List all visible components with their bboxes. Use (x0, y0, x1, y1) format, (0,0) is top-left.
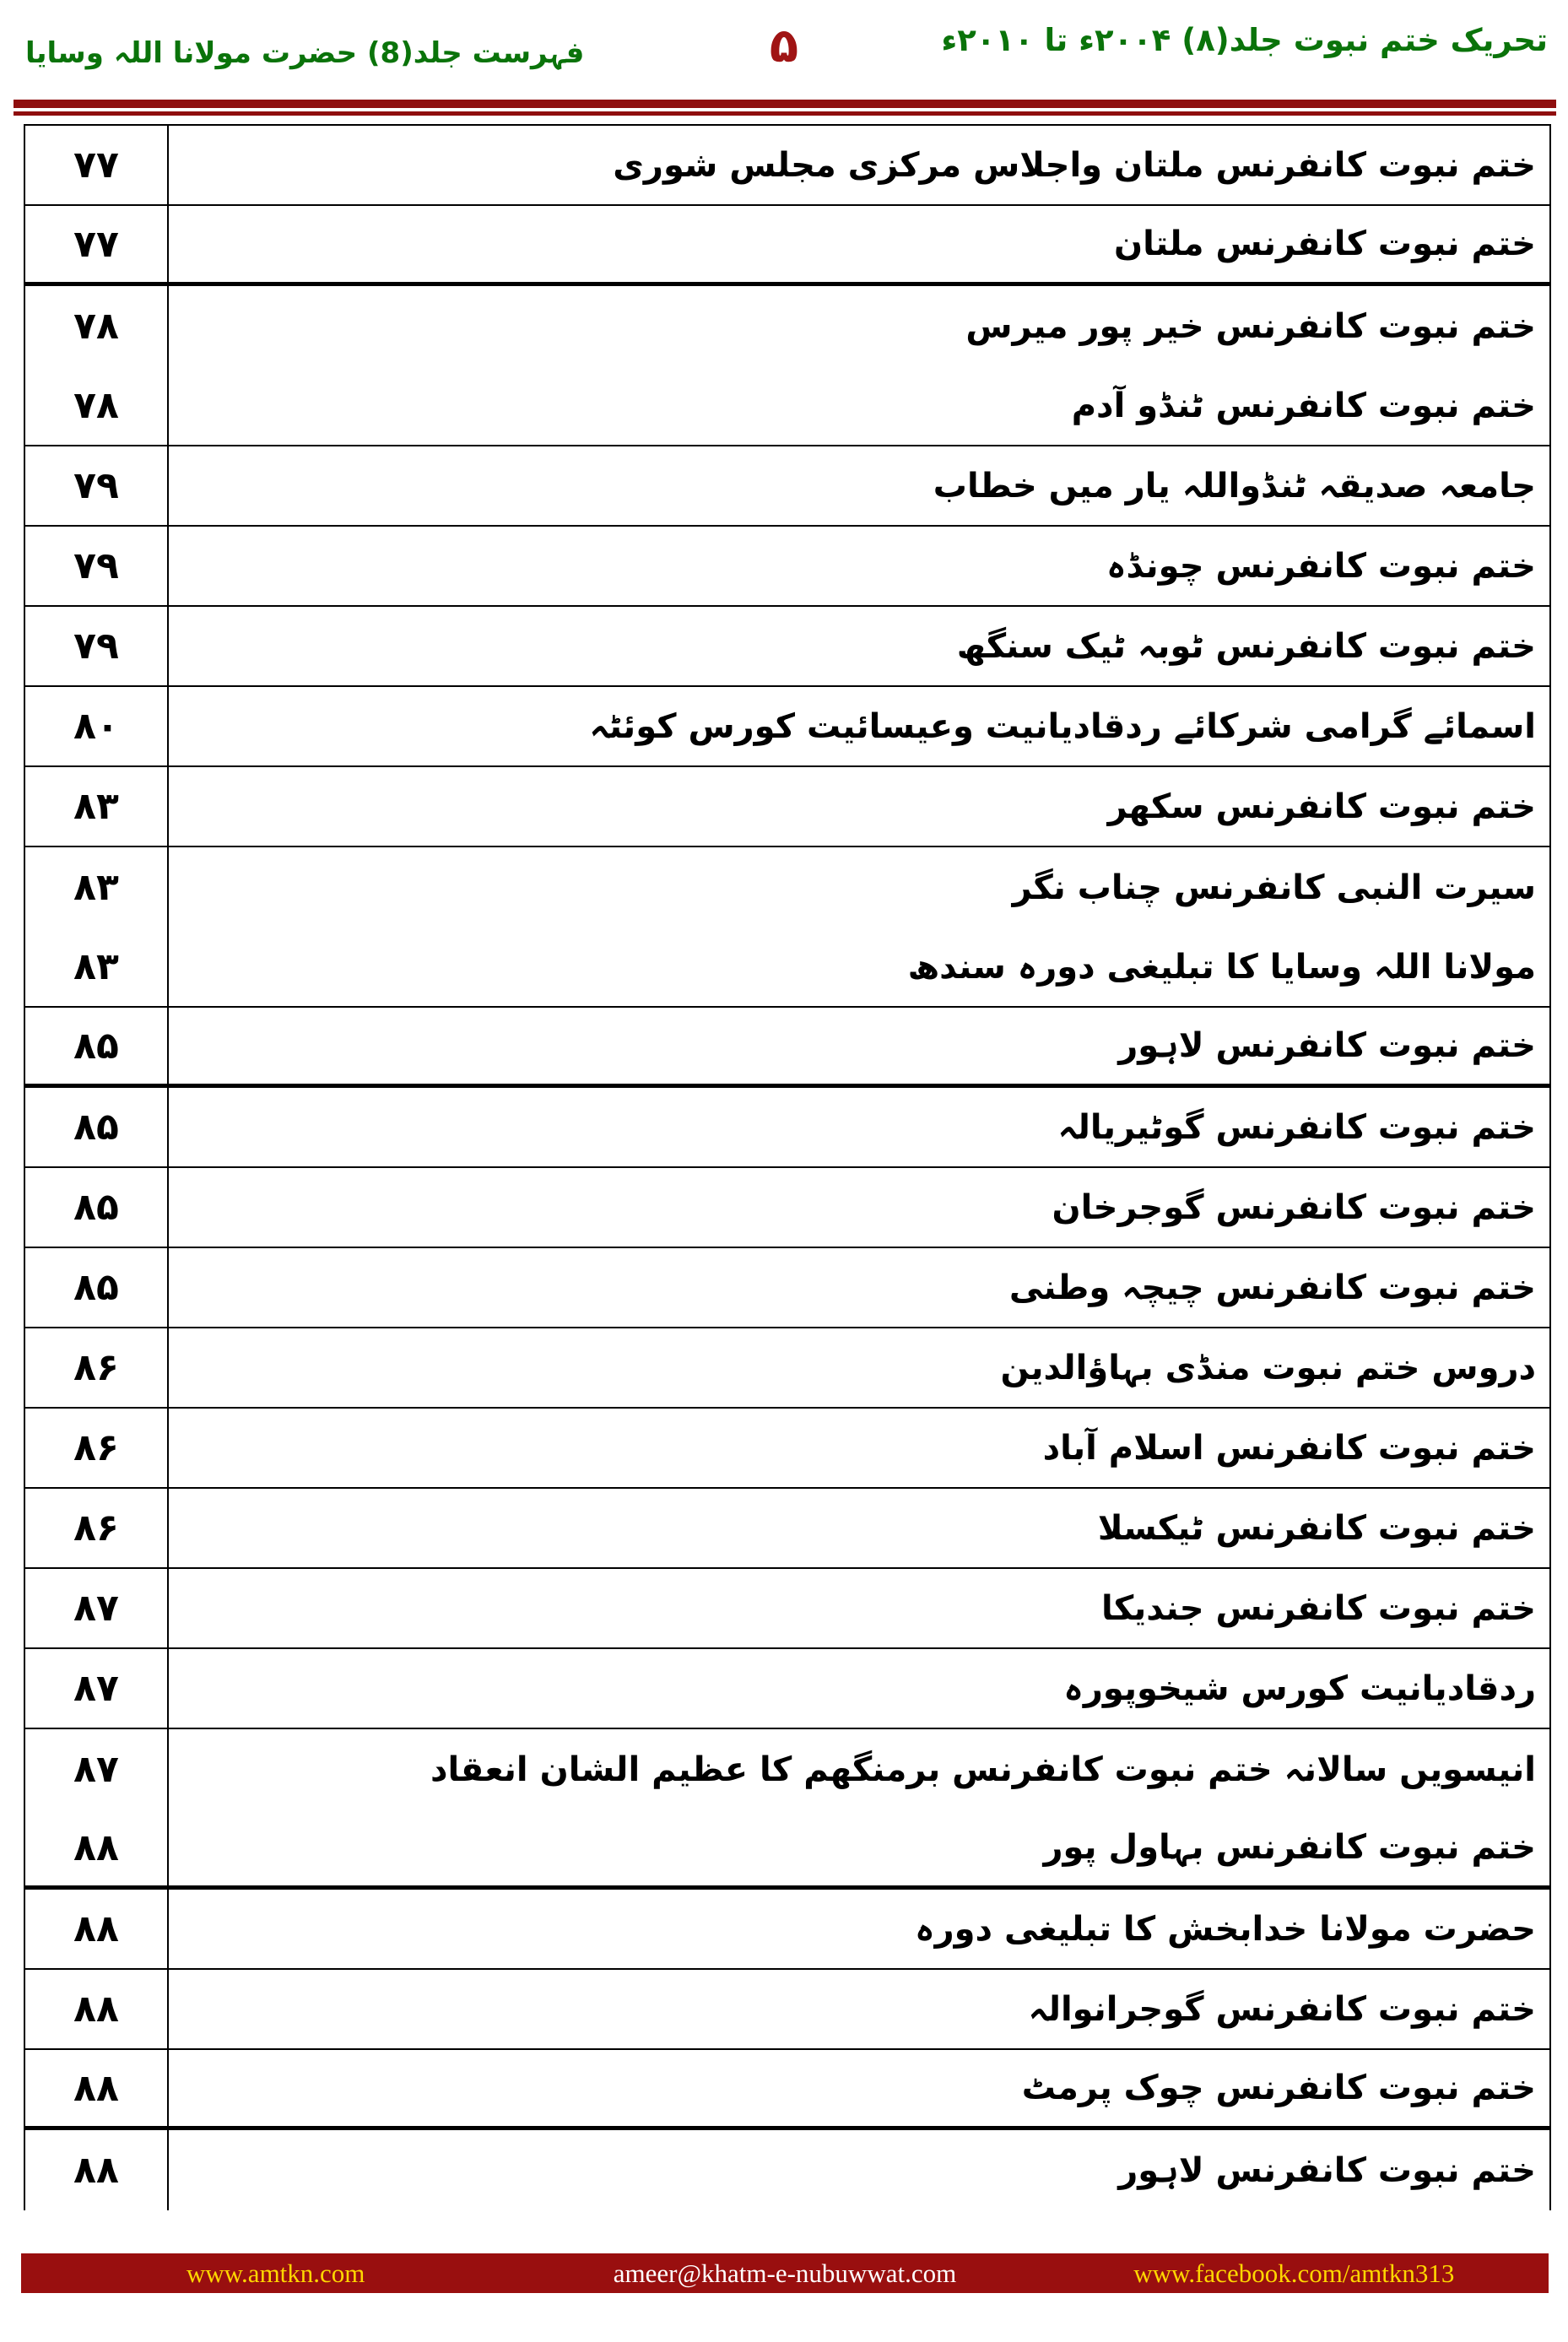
toc-row (24, 446, 1551, 527)
toc-entry-title: دروس ختم نبوت منڈی بہاؤالدین (169, 1328, 1551, 1407)
toc-entry-title: ختم نبوت کانفرنس گوجرانوالہ (169, 1970, 1551, 2048)
toc-row (24, 1008, 1551, 1088)
toc-row (24, 1809, 1551, 1890)
toc-row (24, 1890, 1551, 1970)
toc-page-number: ۸۵ (24, 1168, 169, 1247)
toc-row (24, 2130, 1551, 2210)
toc-page-number: ۸۵ (24, 1008, 169, 1084)
toc-page-number: ۸۷ (24, 1729, 169, 1809)
toc-page-number: ۸۷ (24, 1569, 169, 1647)
header-book-title: تحریک ختم نبوت جلد(۸) ۲۰۰۴ء تا ۲۰۱۰ء (941, 22, 1548, 58)
toc-entry-title: ختم نبوت کانفرنس چوک پرمٹ (169, 2050, 1551, 2126)
toc-table (24, 124, 1551, 2210)
toc-entry-title: سیرت النبی کانفرنس چناب نگر (169, 847, 1551, 928)
toc-page-number: ۸۸ (24, 1970, 169, 2048)
toc-row (24, 847, 1551, 928)
page-number: ۵ (769, 19, 799, 73)
toc-entry-title: ختم نبوت کانفرنس سکھر (169, 767, 1551, 846)
toc-entry-title: ردقادیانیت کورس شیخوپورہ (169, 1649, 1551, 1728)
toc-page-number: ۷۷ (24, 126, 169, 204)
toc-entry-title: ختم نبوت کانفرنس ٹوبہ ٹیک سنگھ (169, 607, 1551, 685)
toc-entry-title: ختم نبوت کانفرنس بہاول پور (169, 1809, 1551, 1885)
toc-page-number: ۸۸ (24, 2050, 169, 2126)
toc-page-number: ۸۷ (24, 1649, 169, 1728)
page-header (0, 0, 1568, 100)
toc-entry-title: مولانا اللہ وسایا کا تبلیغی دورہ سندھ (169, 928, 1551, 1006)
toc-page-number: ۸۶ (24, 1489, 169, 1567)
toc-page-number: ۸۶ (24, 1328, 169, 1407)
toc-page-number: ۸۰ (24, 687, 169, 765)
toc-page-number: ۸۵ (24, 1088, 169, 1166)
toc-row (24, 687, 1551, 767)
toc-row (24, 2050, 1551, 2130)
toc-entry-title: ختم نبوت کانفرنس ٹیکسلا (169, 1489, 1551, 1567)
toc-page-number: ۸۳ (24, 847, 169, 928)
toc-entry-title: ختم نبوت کانفرنس ٹنڈو آدم (169, 366, 1551, 445)
toc-row (24, 1088, 1551, 1168)
toc-row (24, 366, 1551, 446)
footer-facebook-link[interactable]: www.facebook.com/amtkn313 (1133, 2258, 1455, 2288)
footer-website-link[interactable]: www.amtkn.com (186, 2258, 365, 2288)
toc-page-number: ۸۳ (24, 928, 169, 1006)
toc-page-number: ۸۸ (24, 1890, 169, 1968)
toc-entry-title: ختم نبوت کانفرنس گوٹیریالہ (169, 1088, 1551, 1166)
toc-page-number: ۸۳ (24, 767, 169, 846)
toc-page-number: ۷۸ (24, 366, 169, 445)
toc-page-number: ۷۸ (24, 286, 169, 366)
toc-row (24, 1569, 1551, 1649)
toc-page-number: ۷۹ (24, 446, 169, 525)
divider-rule-thick (14, 100, 1556, 108)
toc-row (24, 1328, 1551, 1409)
footer-bar (21, 2253, 1549, 2293)
toc-entry-title: ختم نبوت کانفرنس گوجرخان (169, 1168, 1551, 1247)
toc-row (24, 928, 1551, 1008)
toc-entry-title: ختم نبوت کانفرنس ملتان (169, 206, 1551, 282)
toc-entry-title: انیسویں سالانہ ختم نبوت کانفرنس برمنگھم کا عظیم الشان انعقاد (169, 1729, 1551, 1809)
toc-entry-title: اسمائے گرامی شرکائے ردقادیانیت وعیسائیت کورس کوئٹہ (169, 687, 1551, 765)
toc-row (24, 1168, 1551, 1248)
header-volume-title: فہرست جلد(8) حضرت مولانا اللہ وسایا (25, 36, 585, 70)
toc-entry-title: ختم نبوت کانفرنس لاہور (169, 1008, 1551, 1084)
toc-page-number: ۷۷ (24, 206, 169, 282)
toc-entry-title: ختم نبوت کانفرنس جندیکا (169, 1569, 1551, 1647)
toc-row (24, 206, 1551, 286)
toc-entry-title: ختم نبوت کانفرنس خیر پور میرس (169, 286, 1551, 366)
toc-row (24, 126, 1551, 206)
toc-entry-title: ختم نبوت کانفرنس چونڈہ (169, 527, 1551, 605)
toc-row (24, 767, 1551, 847)
toc-entry-title: ختم نبوت کانفرنس چیچہ وطنی (169, 1248, 1551, 1327)
toc-row (24, 1729, 1551, 1809)
toc-row (24, 1489, 1551, 1569)
toc-entry-title: جامعہ صدیقہ ٹنڈواللہ یار میں خطاب (169, 446, 1551, 525)
divider-rule-thin (14, 111, 1556, 116)
toc-row (24, 1409, 1551, 1489)
toc-page-number: ۸۵ (24, 1248, 169, 1327)
toc-page-number: ۷۹ (24, 607, 169, 685)
header-divider-rule (14, 100, 1556, 116)
toc-row (24, 527, 1551, 607)
toc-page-number: ۸۸ (24, 1809, 169, 1885)
toc-entry-title: ختم نبوت کانفرنس ملتان واجلاس مرکزی مجلس شوری (169, 126, 1551, 204)
footer-email-link[interactable]: ameer@khatm-e-nubuwwat.com (613, 2258, 957, 2288)
toc-row (24, 286, 1551, 366)
toc-row (24, 1248, 1551, 1328)
toc-entry-title: ختم نبوت کانفرنس لاہور (169, 2130, 1551, 2210)
toc-page-number: ۷۹ (24, 527, 169, 605)
toc-page-number: ۸۶ (24, 1409, 169, 1487)
toc-entry-title: حضرت مولانا خدابخش کا تبلیغی دورہ (169, 1890, 1551, 1968)
toc-page-number: ۸۸ (24, 2130, 169, 2210)
toc-entry-title: ختم نبوت کانفرنس اسلام آباد (169, 1409, 1551, 1487)
toc-row (24, 607, 1551, 687)
toc-row (24, 1649, 1551, 1729)
toc-row (24, 1970, 1551, 2050)
